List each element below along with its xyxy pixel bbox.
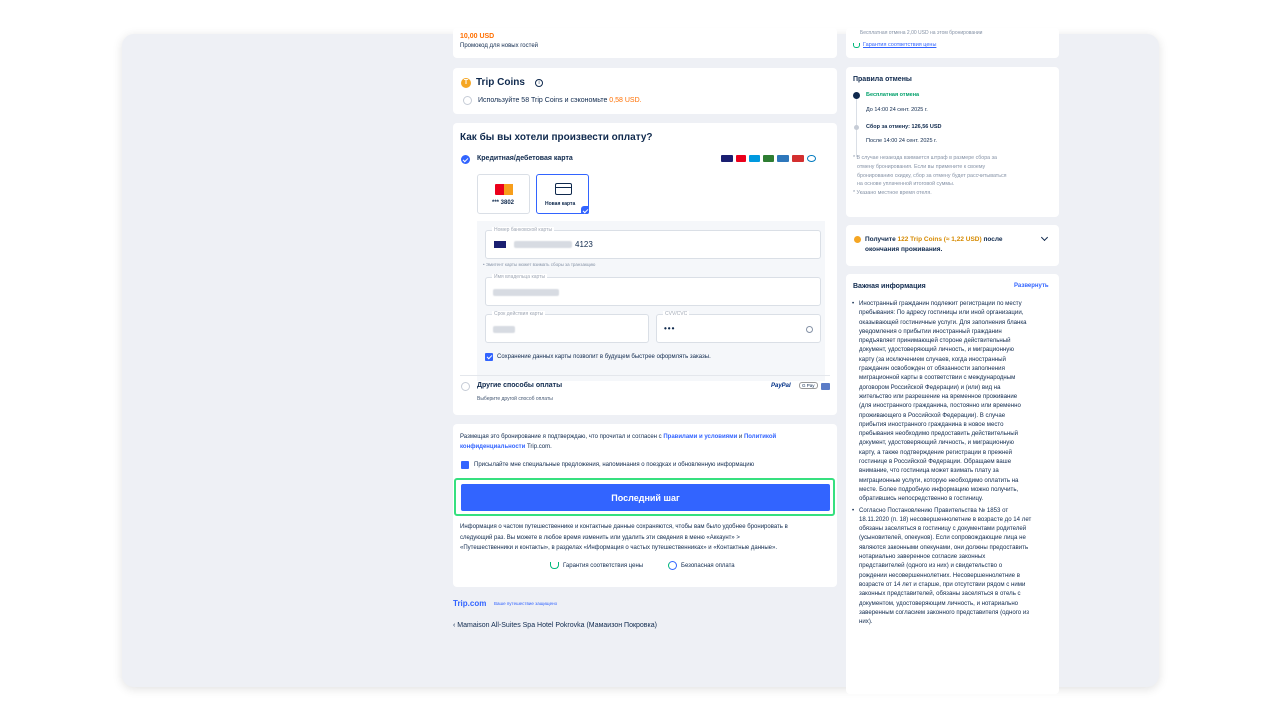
important-info-line: возрасте от 14 лет и старше, при отсутствии рядом с ними — [859, 580, 1026, 588]
fee-after: После 14:00 24 сент. 2025 г. — [866, 138, 937, 144]
divider — [460, 375, 830, 376]
terms-link[interactable]: Правилами и условиями — [663, 434, 738, 440]
promo-desc: Промокод для новых гостей — [460, 43, 539, 49]
important-info-line: заверенным согласием законного представителя (одного из — [859, 608, 1030, 616]
important-info-line: обратившись непосредственно в гостиницу. — [859, 495, 984, 503]
browser-viewport — [122, 30, 1159, 687]
important-info-line: гражданин освобожден от обязанности заполнения — [859, 365, 1005, 373]
important-info-line: внимание, что гостиница может взимать плату за — [859, 467, 999, 475]
other-methods-title[interactable]: Другие способы оплаты — [477, 382, 563, 389]
important-info-line: месте. Более подробную информацию можно получить, — [859, 485, 1019, 493]
important-info-line: уведомления о прибытии иностранный гражданин — [859, 327, 1002, 335]
important-info-item — [852, 299, 1057, 504]
expiry-label: Срок действия карты — [494, 311, 544, 317]
other-methods-radio[interactable] — [461, 382, 470, 391]
important-info-line: оказывающей гостиничные услуги. Для заполнения бланка — [859, 318, 1027, 326]
important-info-line: пребывания: По адресу гостиницы или иной организации, — [859, 309, 1024, 317]
important-info-line: карту (за исключением случаев, когда иностранный — [859, 355, 1006, 363]
issuer-note: • Эмитент карты может взимать сборы за транзакцию — [483, 262, 596, 267]
gpay-logo: G Pay — [799, 382, 818, 389]
cancellation-notes: * В случае незаезда взимается штраф в размере сбора за отмену бронирования. Если вы примените к своему бронированию скидку, сбор за отмену будет рассчитываться на основе уплаченной итоговой суммы. * Указано местное время отеля. — [853, 155, 1007, 197]
trip-coins-radio[interactable] — [463, 96, 472, 105]
important-info-line: • Согласно Постановлению Правительства № 1853 от — [859, 506, 1009, 514]
price-summary-card — [846, 28, 1059, 58]
trip-logo[interactable]: Trip.com — [453, 599, 487, 608]
important-info-line: обязаны заселяться в гостиницу с документами родителей — [859, 525, 1027, 533]
card-brand-logos — [721, 155, 831, 163]
new-card-tile[interactable] — [536, 174, 589, 214]
card-holder-input[interactable] — [485, 274, 821, 306]
important-info-list — [852, 299, 1057, 628]
save-card-checkbox[interactable] — [485, 353, 493, 361]
important-info-line: жительство или разрешение на временное проживание — [859, 392, 1018, 400]
cancellation-card — [846, 67, 1059, 217]
important-info-line: документ, удостоверяющий личность, и миграционную — [859, 346, 1014, 354]
important-info-line: документом, удостоверяющим личность, и нотариально — [859, 599, 1019, 607]
coins-reward-text: Получите 122 Trip Coins (≈ 1,22 USD) после окончания проживания. — [865, 236, 1003, 253]
important-info-line: договором Российской Федерации) и (или) вид на — [859, 383, 1001, 391]
important-info-line: рождении несовершеннолетних. Несовершеннолетние в — [859, 571, 1020, 579]
confirmation-card — [453, 424, 837, 587]
card-option-radio[interactable] — [461, 155, 470, 164]
cvv-info-icon[interactable] — [806, 326, 813, 333]
important-info-line: • Иностранный гражданин подлежит регистрации по месту — [859, 300, 1022, 307]
card-number-input[interactable] — [485, 227, 821, 259]
visa-icon — [494, 241, 506, 248]
free-cancel-label: Бесплатная отмена — [866, 92, 920, 98]
expiry-input[interactable] — [485, 311, 649, 343]
expand-link[interactable]: Развернуть — [1014, 283, 1049, 289]
mastercard-logo — [736, 155, 746, 162]
important-info-line: миграционные услуги, которую необходимо оплатить на — [859, 476, 1019, 484]
fee-title: Сбор за отмену: 126,56 USD — [866, 124, 942, 130]
diners-logo — [807, 155, 816, 162]
cvv-value: ••• — [664, 324, 676, 333]
trip-coins-card — [453, 68, 837, 114]
save-card-text: Сохранение данных карты позволит в будущем быстрее оформлять заказы. — [497, 354, 711, 360]
free-cancel-note: Бесплатная отмена 2,00 USD на этом бронировании — [860, 30, 983, 36]
important-info-card — [846, 274, 1059, 694]
maestro-logo — [749, 155, 760, 162]
card-number-suffix: 4123 — [575, 240, 593, 249]
price-guarantee-label: Гарантия соответствия цены — [563, 563, 644, 569]
consent-text: Размещая это бронирование я подтверждаю, что прочитал и согласен с Правилами и условиями и Политикой конфиденциальности Trip.com. — [460, 434, 777, 450]
important-info-line: нотариально заверенное согласие законных — [859, 553, 986, 561]
promo-card — [453, 28, 837, 58]
chevron-down-icon[interactable] — [1041, 234, 1048, 241]
back-to-hotel-link[interactable]: ‹ Mamaison All-Suites Spa Hotel Pokrovka (Мамаизон Покровка) — [453, 622, 657, 629]
promo-amount: 10,00 USD — [460, 33, 495, 40]
payment-heading: Как бы вы хотели произвести оплату? — [460, 132, 653, 143]
unionpay-logo — [792, 155, 804, 162]
timeline-dot-fee — [854, 125, 859, 130]
important-info-line: являются законными опекунами, они должны предоставить — [859, 543, 1029, 551]
saved-card-tile[interactable] — [477, 174, 530, 214]
important-info-line: них). — [859, 618, 873, 626]
important-info-line: гостинице в Российской Федерации. Обращаем ваше — [859, 458, 1012, 466]
card-holder-label: Имя владельца карты — [494, 274, 546, 280]
important-info-line: прибытия иностранного гражданина в новое место — [859, 420, 1004, 428]
important-info-line: (усыновителей, опекунов). Если сопровождающие лица не — [859, 534, 1026, 542]
info-icon[interactable]: i — [535, 79, 543, 87]
privacy-link-2[interactable]: конфиденциальности — [460, 444, 526, 450]
cvv-input[interactable] — [656, 311, 821, 343]
trip-coins-title: Trip Coins — [476, 77, 525, 88]
footer-tagline: Ваше путешествие защищено — [494, 601, 558, 606]
coin-icon: T — [461, 78, 471, 88]
price-guarantee-icon — [550, 562, 559, 569]
secure-payment-label: Безопасная оплата — [681, 563, 735, 569]
important-info-line: миграционной карты в соответствии с международным — [859, 374, 1016, 382]
card-number-masked — [514, 241, 572, 248]
important-info-line: карту, а также подтверждение регистрации в прежней — [859, 448, 1013, 456]
saved-card-label: *** 3802 — [492, 200, 515, 206]
jcb-logo — [763, 155, 774, 162]
wallet-logo — [821, 383, 830, 390]
timeline-dot-free — [853, 92, 860, 99]
sidebar-price-guarantee-link[interactable]: Гарантия соответствия цены — [863, 42, 937, 48]
card-option-label[interactable]: Кредитная/дебетовая карта — [477, 155, 573, 162]
paypal-logo: PayPal — [771, 383, 791, 389]
free-cancel-until: До 14:00 24 сент. 2025 г. — [866, 107, 928, 113]
expiry-masked — [493, 326, 515, 333]
important-info-title: Важная информация — [853, 283, 926, 290]
important-info-line: проживающего в Российской Федерации). В случае — [859, 411, 1006, 419]
new-card-label: Новая карта — [545, 201, 576, 207]
final-step-button[interactable]: Последний шаг — [461, 484, 830, 511]
important-info-line: 18.11.2020 (п. 18) несовершеннолетние в возрасте до 14 лет — [859, 515, 1032, 523]
important-info-line: документ, удостоверяющий личность, и миграционную — [859, 439, 1014, 447]
important-info-line: законных представителей, обязаны заселяться в отель с — [859, 590, 1021, 598]
important-info-line: представителей (одного из них) и свидетельство о — [859, 562, 1003, 570]
cvv-label: CVV/CVC — [665, 311, 688, 317]
newsletter-checkbox[interactable] — [461, 461, 469, 469]
info-note: Информация о частом путешественнике и контактные данные сохраняются, чтобы вам было удобнее бронировать в следующий раз. Вы можете в любое время изменить или удалить эти сведения в меню «Аккаунт» > «Путешественники и контакты», в разделах «Информация о частых путешественниках» и «Контактные данные». — [460, 524, 788, 551]
coins-reward-card[interactable] — [846, 225, 1059, 266]
other-methods-sub: Выберите другой способ оплаты — [477, 396, 553, 402]
important-info-item — [852, 506, 1057, 627]
chevron-left-icon: ‹ — [453, 622, 458, 629]
secure-payment-icon — [668, 561, 677, 570]
privacy-link[interactable]: Политикой — [743, 434, 777, 440]
payment-card — [453, 123, 837, 415]
new-card-selected-icon — [581, 206, 589, 214]
trip-coins-use-text: Используйте 58 Trip Coins и сэкономьте 0,58 USD. — [478, 97, 642, 104]
newsletter-text: Присылайте мне специальные предложения, напоминания о поездках и обновленную информацию — [474, 462, 755, 468]
amex-logo — [777, 155, 789, 162]
visa-logo — [721, 155, 733, 162]
card-number-label: Номер банковской карты — [494, 227, 553, 233]
important-info-line: предъявляет принимающей стороне действительный — [859, 337, 1011, 345]
important-info-line: пребывания необходимо предоставить действительный — [859, 430, 1019, 438]
card-plus-icon — [555, 183, 572, 195]
mastercard-icon — [495, 184, 513, 195]
coin-icon-sidebar — [854, 236, 861, 243]
card-holder-masked — [493, 289, 559, 296]
important-info-line: (для иностранного гражданина, постоянно или временно — [859, 402, 1021, 410]
price-guarantee-icon-sidebar — [853, 43, 860, 48]
cancellation-title: Правила отмены — [853, 76, 912, 83]
